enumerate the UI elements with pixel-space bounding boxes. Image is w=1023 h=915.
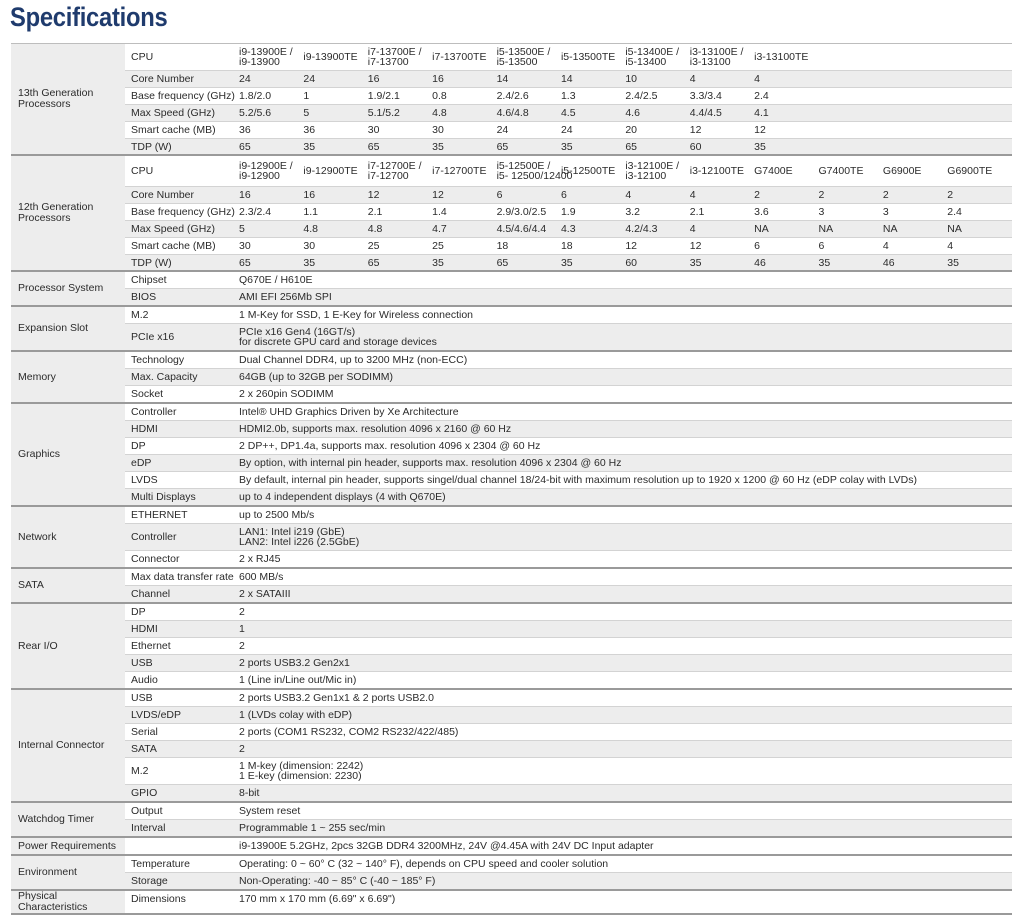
section-rows xyxy=(125,44,1012,154)
spec-cell: 65 xyxy=(239,140,251,153)
spec-cell: 16 xyxy=(239,189,251,201)
spec-cell: 25 xyxy=(367,240,380,252)
spec-cell: 25 xyxy=(432,240,444,252)
row-value: PCIe x16 Gen4 (16GT/s) for discrete GPU card and storage devices xyxy=(239,326,437,348)
section-category: Physical Characteristics xyxy=(11,891,125,913)
spec-row-pcie-x16 xyxy=(125,323,1012,350)
row-value: 64GB (up to 32GB per SODIMM) xyxy=(239,371,394,383)
section-rows xyxy=(125,507,1012,567)
spec-row-edp xyxy=(125,454,1012,471)
spec-cell: 3.6 xyxy=(754,206,769,218)
row-value: 2 x RJ45 xyxy=(239,553,281,565)
row-value: 2 ports USB3.2 Gen1x1 & 2 ports USB2.0 xyxy=(239,692,434,704)
processor-model: i7-12700E / i7-12700 xyxy=(367,160,422,182)
spec-cell: 12 xyxy=(689,124,702,136)
spec-cell: 2.3/2.4 xyxy=(239,206,272,218)
section-rows xyxy=(125,891,1012,913)
row-label: Max. Capacity xyxy=(131,371,198,383)
spec-cell: 3 xyxy=(818,206,825,218)
spec-row-channel xyxy=(125,585,1012,602)
spec-cell: 4.8 xyxy=(432,107,447,119)
section-rows xyxy=(125,156,1012,270)
spec-section xyxy=(11,307,1012,352)
spec-cell: 4.8 xyxy=(367,223,383,235)
processor-model: i7-13700E / i7-13700 xyxy=(367,46,422,68)
spec-row-technology xyxy=(125,352,1012,368)
spec-row-hdmi xyxy=(125,420,1012,437)
spec-cell: 14 xyxy=(496,73,509,85)
spec-row-m-2 xyxy=(125,307,1012,323)
row-label: ETHERNET xyxy=(131,509,188,521)
spec-cell: 24 xyxy=(239,73,251,85)
section-category: Network xyxy=(11,507,125,567)
row-label: TDP (W) xyxy=(131,256,172,269)
row-value: Q670E / H610E xyxy=(239,274,313,286)
section-category: Memory xyxy=(11,352,125,402)
spec-cell: 36 xyxy=(239,124,251,136)
row-value: 2 ports (COM1 RS232, COM2 RS232/422/485) xyxy=(239,726,459,738)
row-value: Programmable 1 ~ 255 sec/min xyxy=(239,822,386,834)
spec-cell: 5.1/5.2 xyxy=(367,107,400,119)
processor-model: i5-12500TE xyxy=(560,165,616,177)
processor-model: i3-13100TE xyxy=(754,51,809,63)
row-label: DP xyxy=(131,440,146,452)
spec-cell: 5.2/5.6 xyxy=(239,107,272,119)
spec-cell: 16 xyxy=(303,189,316,201)
row-value: Operating: 0 ~ 60° C (32 ~ 140° F), depends on CPU speed and cooler solution xyxy=(239,858,609,870)
section-category: Watchdog Timer xyxy=(11,803,125,836)
spec-cell: 30 xyxy=(432,124,444,136)
spec-cell: 20 xyxy=(625,124,638,136)
processor-model: G6900E xyxy=(882,165,922,177)
spec-cell: NA xyxy=(947,223,962,235)
spec-cell: 1.1 xyxy=(303,206,318,218)
row-label: Socket xyxy=(131,388,164,400)
processor-header-row xyxy=(125,44,1012,70)
processor-model: G7400TE xyxy=(818,165,864,177)
spec-row-sata xyxy=(125,740,1012,757)
spec-cell: 46 xyxy=(882,256,895,269)
row-label: Base frequency (GHz) xyxy=(131,206,235,218)
spec-row xyxy=(125,237,1012,254)
spec-row-storage xyxy=(125,872,1012,889)
spec-row-usb xyxy=(125,654,1012,671)
spec-cell: 65 xyxy=(496,256,509,269)
spec-cell: 12 xyxy=(689,240,702,252)
spec-section xyxy=(11,507,1012,569)
spec-cell: 4.2/4.3 xyxy=(625,223,658,235)
section-category: Power Requirements xyxy=(11,838,125,854)
spec-row xyxy=(125,220,1012,237)
processor-header-row xyxy=(125,156,1012,186)
spec-cell: 35 xyxy=(689,256,702,269)
spec-row-max-data-transfer-rate xyxy=(125,569,1012,585)
spec-cell: 16 xyxy=(432,73,444,85)
row-value: up to 2500 Mb/s xyxy=(239,509,315,521)
spec-table xyxy=(11,43,1012,915)
spec-cell: 1.3 xyxy=(560,90,576,102)
section-rows xyxy=(125,352,1012,402)
spec-cell: 5 xyxy=(303,107,310,119)
spec-section xyxy=(11,156,1012,272)
row-value: 2 xyxy=(239,640,245,652)
spec-cell: 1.9 xyxy=(560,206,576,218)
section-rows xyxy=(125,838,1012,854)
spec-row xyxy=(125,186,1012,203)
spec-cell: 65 xyxy=(367,140,380,153)
spec-cell: 4.4/4.5 xyxy=(689,107,722,119)
row-label: Core Number xyxy=(131,73,195,85)
section-rows xyxy=(125,272,1012,305)
section-rows xyxy=(125,404,1012,505)
row-label: Output xyxy=(131,805,163,817)
processor-model: i9-12900E / i9-12900 xyxy=(239,160,293,182)
spec-cell: 46 xyxy=(754,256,766,269)
row-value: AMI EFI 256Mb SPI xyxy=(239,291,332,303)
row-value: System reset xyxy=(239,805,301,817)
processor-model: i5-13500TE xyxy=(560,51,616,63)
row-label: Interval xyxy=(131,822,166,834)
spec-cell: 16 xyxy=(367,73,380,85)
spec-row-audio xyxy=(125,671,1012,688)
spec-row-lvds xyxy=(125,471,1012,488)
row-label: Temperature xyxy=(131,858,190,870)
section-rows xyxy=(125,690,1012,801)
spec-section xyxy=(11,43,1012,156)
spec-cell: 4.6 xyxy=(625,107,640,119)
row-label: Core Number xyxy=(131,189,195,201)
row-label: Audio xyxy=(131,674,158,686)
row-value: Dual Channel DDR4, up to 3200 MHz (non-ECC) xyxy=(239,354,468,366)
row-value: 600 MB/s xyxy=(239,571,284,583)
spec-section xyxy=(11,404,1012,507)
processor-model: G7400E xyxy=(754,165,793,177)
spec-row-m-2 xyxy=(125,757,1012,784)
spec-cell: 60 xyxy=(625,256,638,269)
row-value: 1 M-Key for SSD, 1 E-Key for Wireless connection xyxy=(239,309,473,321)
spec-cell: 0.8 xyxy=(432,90,447,102)
spec-cell: 35 xyxy=(560,140,573,153)
spec-cell: 2 xyxy=(882,189,889,201)
spec-cell: 35 xyxy=(818,256,831,269)
processor-model: i5-12500E / i5- 12500/12400 xyxy=(496,160,573,182)
section-rows xyxy=(125,803,1012,836)
row-label: Technology xyxy=(131,354,185,366)
processor-model: i7-13700TE xyxy=(432,51,487,63)
row-label: Channel xyxy=(131,588,171,600)
row-label: eDP xyxy=(131,457,152,469)
spec-cell: 10 xyxy=(625,73,638,85)
spec-cell: 18 xyxy=(496,240,509,252)
spec-cell: 18 xyxy=(560,240,573,252)
spec-cell: 3.2 xyxy=(625,206,640,218)
spec-row-gpio xyxy=(125,784,1012,801)
spec-cell: 4 xyxy=(754,73,760,85)
row-label: Max Speed (GHz) xyxy=(131,223,216,235)
spec-row-bios xyxy=(125,288,1012,305)
spec-cell: 12 xyxy=(754,124,766,136)
processor-model: i9-13900TE xyxy=(303,51,358,63)
spec-section xyxy=(11,352,1012,404)
row-value: 2 DP++, DP1.4a, supports max. resolution 4096 x 2304 @ 60 Hz xyxy=(239,440,541,452)
spec-cell: 2.4/2.6 xyxy=(496,90,529,102)
spec-cell: 24 xyxy=(303,73,316,85)
spec-row-lvds-edp xyxy=(125,706,1012,723)
section-category: SATA xyxy=(11,569,125,602)
row-value: HDMI2.0b, supports max. resolution 4096 x 2160 @ 60 Hz xyxy=(239,423,512,435)
spec-cell: 2 xyxy=(754,189,760,201)
spec-row-output xyxy=(125,803,1012,819)
spec-cell: 4 xyxy=(625,189,632,201)
row-label: M.2 xyxy=(131,309,149,321)
spec-cell: NA xyxy=(818,223,834,235)
spec-cell: 65 xyxy=(239,256,251,269)
spec-cell: 30 xyxy=(303,240,316,252)
section-rows xyxy=(125,604,1012,688)
spec-cell: 35 xyxy=(432,140,444,153)
section-category: Processor System xyxy=(11,272,125,305)
spec-cell: 6 xyxy=(560,189,567,201)
spec-cell: 30 xyxy=(239,240,251,252)
spec-row-controller xyxy=(125,523,1012,550)
spec-cell: 2 xyxy=(818,189,825,201)
row-value: 1 (Line in/Line out/Mic in) xyxy=(239,674,357,686)
row-value: 2 x SATAIII xyxy=(239,588,291,600)
spec-row-chipset xyxy=(125,272,1012,288)
row-label: HDMI xyxy=(131,423,158,435)
spec-cell: 12 xyxy=(625,240,638,252)
processor-model: i5-13500E / i5-13500 xyxy=(496,46,551,68)
row-value: 170 mm x 170 mm (6.69" x 6.69") xyxy=(239,893,396,905)
row-label: LVDS xyxy=(131,474,158,486)
row-label: Max data transfer rate xyxy=(131,571,234,583)
processor-model: i5-13400E / i5-13400 xyxy=(625,46,680,68)
spec-cell: 35 xyxy=(560,256,573,269)
processor-model: i7-12700TE xyxy=(432,165,487,177)
spec-cell: 4 xyxy=(689,189,696,201)
spec-row-dp xyxy=(125,437,1012,454)
row-value: i9-13900E 5.2GHz, 2pcs 32GB DDR4 3200MHz, 24V @4.45A with 24V DC Input adapter xyxy=(239,840,654,852)
spec-cell: 5 xyxy=(239,223,245,235)
spec-cell: 6 xyxy=(754,240,760,252)
spec-cell: 24 xyxy=(496,124,509,136)
spec-cell: 4.8 xyxy=(303,223,318,235)
spec-row xyxy=(125,138,1012,154)
spec-cell: 2.1 xyxy=(689,206,705,218)
spec-row-controller xyxy=(125,404,1012,420)
row-label: PCIe x16 xyxy=(131,331,175,343)
spec-row-ethernet xyxy=(125,637,1012,654)
row-value: Non-Operating: -40 ~ 85° C (-40 ~ 185° F) xyxy=(239,875,436,887)
spec-section xyxy=(11,803,1012,838)
spec-row-temperature xyxy=(125,856,1012,872)
spec-cell: 36 xyxy=(303,124,316,136)
processor-model: i9-12900TE xyxy=(303,165,358,177)
row-value: 2 xyxy=(239,606,245,618)
section-rows xyxy=(125,856,1012,889)
spec-cell: 14 xyxy=(560,73,573,85)
spec-row xyxy=(125,203,1012,220)
row-value: 1 xyxy=(239,623,245,635)
spec-cell: 3.3/3.4 xyxy=(689,90,722,102)
spec-row-max-capacity xyxy=(125,368,1012,385)
spec-row-dimensions xyxy=(125,891,1012,907)
spec-cell: 35 xyxy=(754,140,766,153)
spec-cell: 4 xyxy=(882,240,889,252)
row-label: DP xyxy=(131,606,146,618)
spec-cell: 2.4 xyxy=(754,90,769,102)
spec-cell: 35 xyxy=(947,256,959,269)
row-label: TDP (W) xyxy=(131,140,172,153)
spec-cell: 35 xyxy=(303,256,316,269)
section-category: 13th Generation Processors xyxy=(11,44,125,154)
row-label: USB xyxy=(131,692,153,704)
spec-cell: 6 xyxy=(496,189,503,201)
processor-model: G6900TE xyxy=(947,165,993,177)
section-category: Expansion Slot xyxy=(11,307,125,350)
spec-row xyxy=(125,104,1012,121)
spec-cell: 4 xyxy=(947,240,954,252)
row-label: Storage xyxy=(131,875,168,887)
processor-model: i3-13100E / i3-13100 xyxy=(689,46,744,68)
spec-cell: 4.3 xyxy=(560,223,576,235)
spec-cell: 6 xyxy=(818,240,825,252)
row-value: 1 (LVDs colay with eDP) xyxy=(239,709,353,721)
row-label: Dimensions xyxy=(131,893,186,905)
spec-row-hdmi xyxy=(125,620,1012,637)
spec-cell: 1.8/2.0 xyxy=(239,90,272,102)
spec-cell: 2.4 xyxy=(947,206,962,218)
row-value: LAN1: Intel i219 (GbE) LAN2: Intel i226 (2.5GbE) xyxy=(239,526,360,548)
row-label: M.2 xyxy=(131,765,149,777)
row-label: SATA xyxy=(131,743,157,755)
row-label: CPU xyxy=(131,51,154,63)
row-value: Intel® UHD Graphics Driven by Xe Architecture xyxy=(239,406,459,418)
row-value: 2 x 260pin SODIMM xyxy=(239,388,334,400)
spec-row xyxy=(125,70,1012,87)
spec-row-multi-displays xyxy=(125,488,1012,505)
spec-cell: 1.4 xyxy=(432,206,447,218)
row-label: USB xyxy=(131,657,153,669)
section-category: Rear I/O xyxy=(11,604,125,688)
spec-row-serial xyxy=(125,723,1012,740)
spec-cell: 30 xyxy=(367,124,380,136)
spec-cell: 65 xyxy=(367,256,380,269)
spec-cell: NA xyxy=(882,223,898,235)
row-label: GPIO xyxy=(131,787,158,799)
spec-row-usb xyxy=(125,690,1012,706)
row-label: Smart cache (MB) xyxy=(131,124,216,136)
spec-cell: 24 xyxy=(560,124,573,136)
row-label: HDMI xyxy=(131,623,158,635)
row-label: Max Speed (GHz) xyxy=(131,107,216,119)
row-label: Chipset xyxy=(131,274,167,286)
spec-cell: 2 xyxy=(947,189,954,201)
spec-cell: 60 xyxy=(689,140,702,153)
page-title: Specifications xyxy=(10,2,168,32)
spec-row xyxy=(125,121,1012,138)
spec-row-ethernet xyxy=(125,507,1012,523)
spec-section xyxy=(11,604,1012,690)
spec-cell: 2.1 xyxy=(367,206,383,218)
section-category: Internal Connector xyxy=(11,690,125,801)
row-value: 2 xyxy=(239,743,245,755)
spec-cell: 35 xyxy=(303,140,316,153)
spec-cell: 4.6/4.8 xyxy=(496,107,529,119)
spec-cell: 2.9/3.0/2.5 xyxy=(496,206,547,218)
row-label: Controller xyxy=(131,531,177,543)
spec-cell: 12 xyxy=(432,189,444,201)
row-label: Connector xyxy=(131,553,180,565)
section-category: 12th Generation Processors xyxy=(11,156,125,270)
spec-cell: 4.1 xyxy=(754,107,769,119)
processor-model: i3-12100TE xyxy=(689,165,745,177)
row-value: 2 ports USB3.2 Gen2x1 xyxy=(239,657,350,669)
row-label: Serial xyxy=(131,726,158,738)
spec-cell: 65 xyxy=(496,140,509,153)
section-category: Environment xyxy=(11,856,125,889)
spec-cell: 4 xyxy=(689,73,696,85)
row-label: Base frequency (GHz) xyxy=(131,90,235,102)
spec-cell: 4.7 xyxy=(432,223,447,235)
row-label: Ethernet xyxy=(131,640,171,652)
spec-section xyxy=(11,272,1012,307)
spec-cell: 1.9/2.1 xyxy=(367,90,400,102)
spec-cell: NA xyxy=(754,223,769,235)
spec-section xyxy=(11,856,1012,891)
section-rows xyxy=(125,569,1012,602)
spec-row-interval xyxy=(125,819,1012,836)
spec-row-blank xyxy=(125,838,1012,854)
spec-section xyxy=(11,838,1012,856)
processor-model: i3-12100E / i3-12100 xyxy=(625,160,680,182)
spec-cell: 35 xyxy=(432,256,444,269)
spec-section xyxy=(11,569,1012,604)
row-value: 1 M-key (dimension: 2242) 1 E-key (dimension: 2230) xyxy=(239,760,364,782)
spec-cell: 1 xyxy=(303,90,310,102)
row-label: Controller xyxy=(131,406,177,418)
spec-section xyxy=(11,690,1012,803)
row-label: CPU xyxy=(131,165,154,177)
spec-cell: 2.4/2.5 xyxy=(625,90,658,102)
spec-row-dp xyxy=(125,604,1012,620)
spec-cell: 3 xyxy=(882,206,889,218)
spec-row xyxy=(125,87,1012,104)
row-value: 8-bit xyxy=(239,787,260,799)
row-label: Smart cache (MB) xyxy=(131,240,216,252)
row-value: By option, with internal pin header, supports max. resolution 4096 x 2304 @ 60 Hz xyxy=(239,457,622,469)
spec-row-connector xyxy=(125,550,1012,567)
processor-model: i9-13900E / i9-13900 xyxy=(239,46,293,68)
spec-row xyxy=(125,254,1012,270)
spec-cell: 65 xyxy=(625,140,638,153)
spec-cell: 12 xyxy=(367,189,380,201)
section-category: Graphics xyxy=(11,404,125,505)
spec-row-socket xyxy=(125,385,1012,402)
row-label: Multi Displays xyxy=(131,491,196,503)
spec-cell: 4.5 xyxy=(560,107,576,119)
row-label: LVDS/eDP xyxy=(131,709,181,721)
spec-cell: 4 xyxy=(689,223,696,235)
row-label: BIOS xyxy=(131,291,157,303)
section-rows xyxy=(125,307,1012,350)
row-value: up to 4 independent displays (4 with Q670E) xyxy=(239,491,446,503)
spec-cell: 4.5/4.6/4.4 xyxy=(496,223,547,235)
row-value: By default, internal pin header, supports singel/dual channel 18/24-bit with maximum resolution up to 1920 x 1200 @ 60 Hz (eDP colay with LVDs) xyxy=(239,474,917,486)
